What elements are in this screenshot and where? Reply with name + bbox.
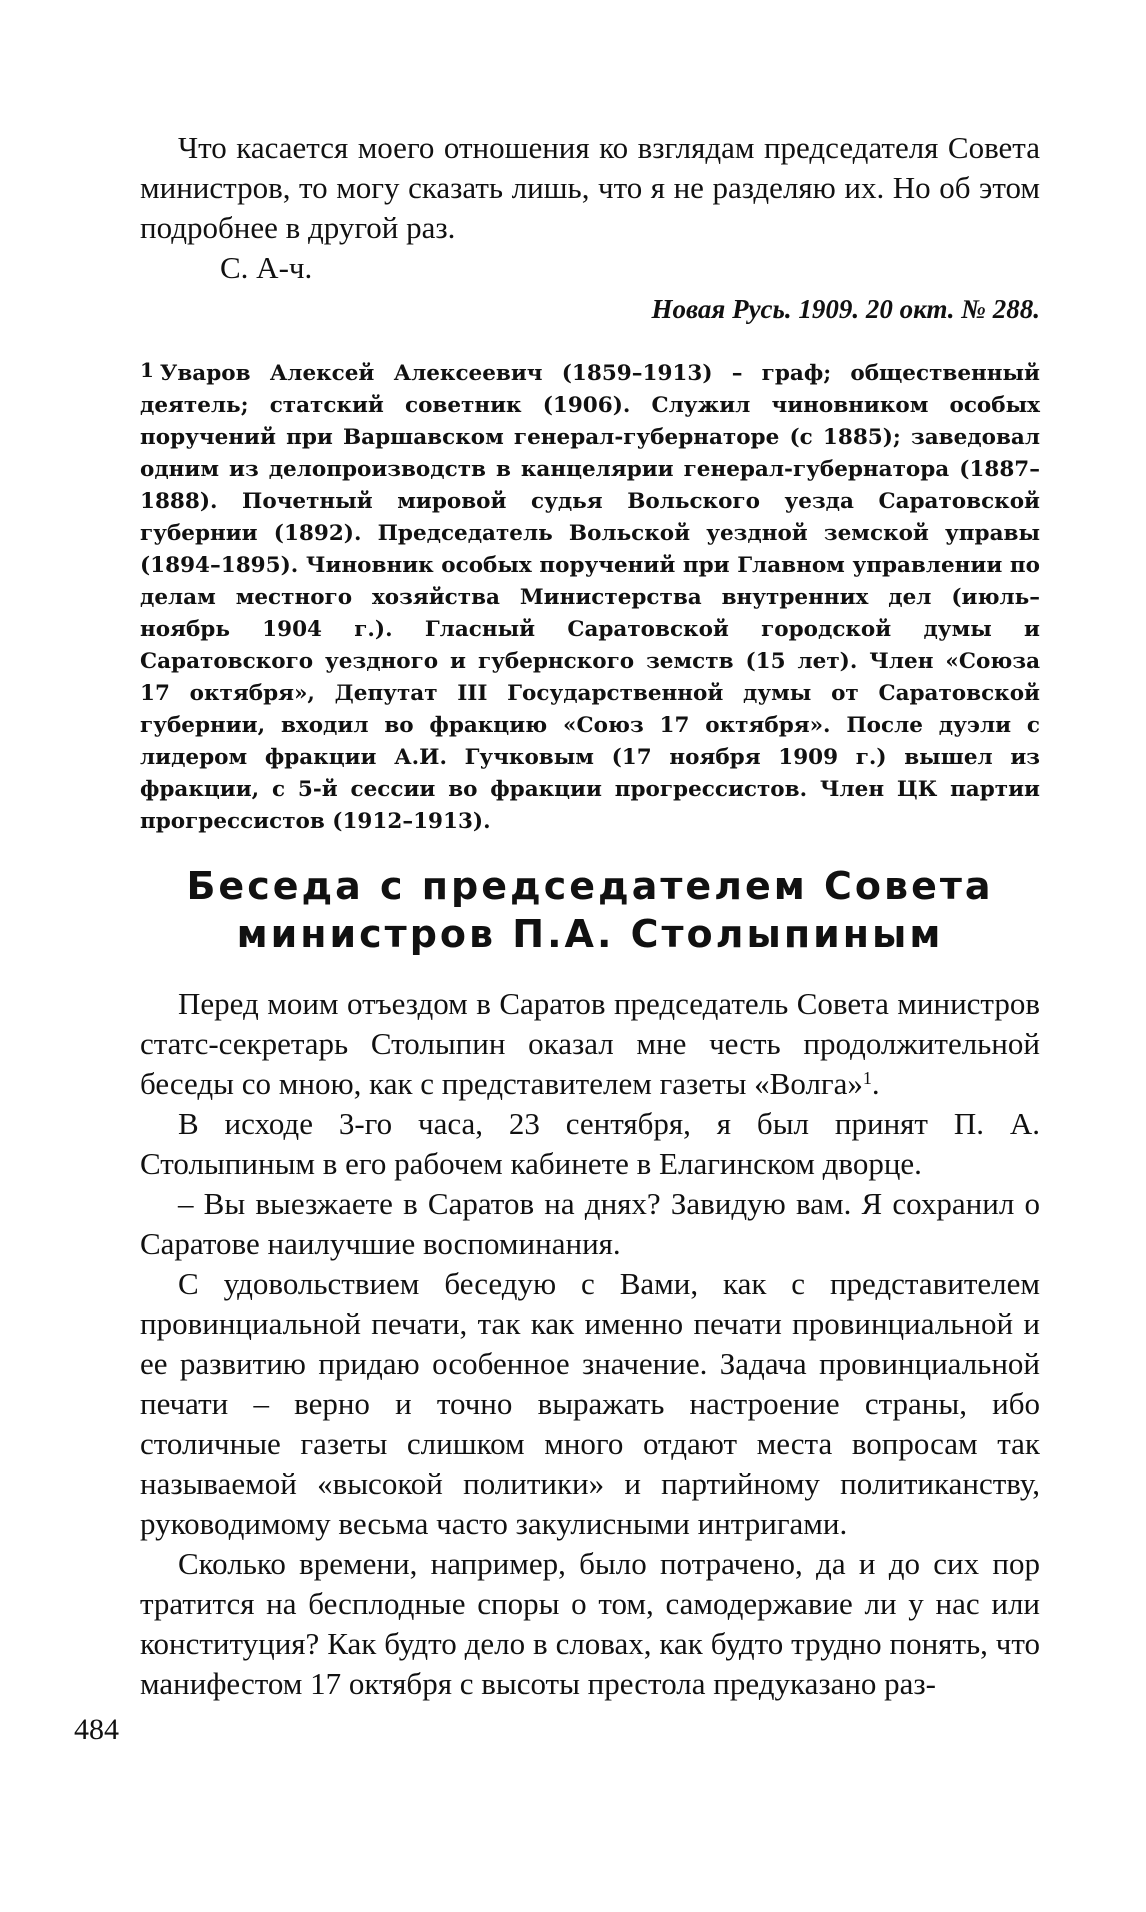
article-paragraph-1-text: Перед моим отъездом в Саратов председатель Совета министров статс-секретарь Столыпин оказал мне честь продолжительной беседы со мною, как с представителем газеты «Волга» (140, 986, 1040, 1101)
source-citation: Новая Русь. 1909. 20 окт. № 288. (651, 294, 1040, 324)
article-paragraph-5: Сколько времени, например, было потрачено, да и до сих пор тратится на бесплодные споры о том, самодержавие ли у нас или конституция? Как будто дело в словах, как будто трудно понять, что манифестом 17 октября с высоты престола предуказано раз- (140, 1546, 1040, 1701)
footnote-reference: 1 (862, 1068, 872, 1088)
article-paragraph-1-end: . (871, 1066, 880, 1101)
intro-paragraph: Что касается моего отношения ко взглядам председателя Совета министров, то могу сказать лишь, что я не разделяю их. Но об этом подробнее в другой раз. (140, 130, 1040, 245)
footnote-mark: 1 (140, 358, 154, 382)
article-paragraph-2: В исходе 3-го часа, 23 сентября, я был принят П. А. Столыпиным в его рабочем кабинете в Елагинском дворце. (140, 1106, 1040, 1181)
footnote (140, 358, 1040, 838)
article-title-line-1: Беседа с председателем Совета (186, 864, 994, 908)
article-body (140, 984, 1040, 1704)
footnote-text: Алексей Алексеевич (1859–1913) – граф; общественный деятель; статский советник (1906). Служил чиновником особых поручений при Варшавском генерал-губернаторе (с 1885); заведовал одним из делопроизводств в канцелярии генерал-губернатора (1887–1888). Почетный мировой судья Вольского уезда Саратовской губернии (1892). Председатель Вольской уездной земской управы (1894–1895). Чиновник особых поручений при Главном управлении по делам местного хозяйства Министерства внутренних дел (июль–ноябрь 1904 г.). Гласный Саратовской городской думы и Саратовского уездного и губернского земств (15 лет). Член «Союза 17 октября», Депутат III Государственной думы от Саратовской губернии, входил во фракцию «Союз 17 октября». После дуэли с лидером фракции А.И. Гучковым (17 ноября 1909 г.) вышел из фракции, с 5-й сессии во фракции прогрессистов. Член ЦК партии прогрессистов (1912–1913). (140, 361, 1040, 834)
page-number: 484 (74, 1713, 119, 1746)
signature: С. А-ч. (220, 250, 313, 285)
article-paragraph-4: С удовольствием беседую с Вами, как с представителем провинциальной печати, так как именно печати провинциальной и ее развитию придаю особенное значение. Задача провинциальной печати – верно и точно выражать настроение страны, ибо столичные газеты слишком много отдают места вопросам так называемой «высокой политики» и партийному политиканству, руководимому весьма часто закулисными интригами. (140, 1266, 1040, 1541)
intro-block (140, 128, 1040, 288)
article-title-line-2: министров П.А. Столыпиным (236, 912, 944, 956)
article-paragraph-1 (140, 984, 1040, 1104)
article-title (140, 862, 1040, 958)
article-paragraph-3: – Вы выезжаете в Саратов на днях? Завидую вам. Я сохранил о Саратове наилучшие воспоминания. (140, 1186, 1040, 1261)
footnote-name: Уваров (159, 361, 251, 386)
